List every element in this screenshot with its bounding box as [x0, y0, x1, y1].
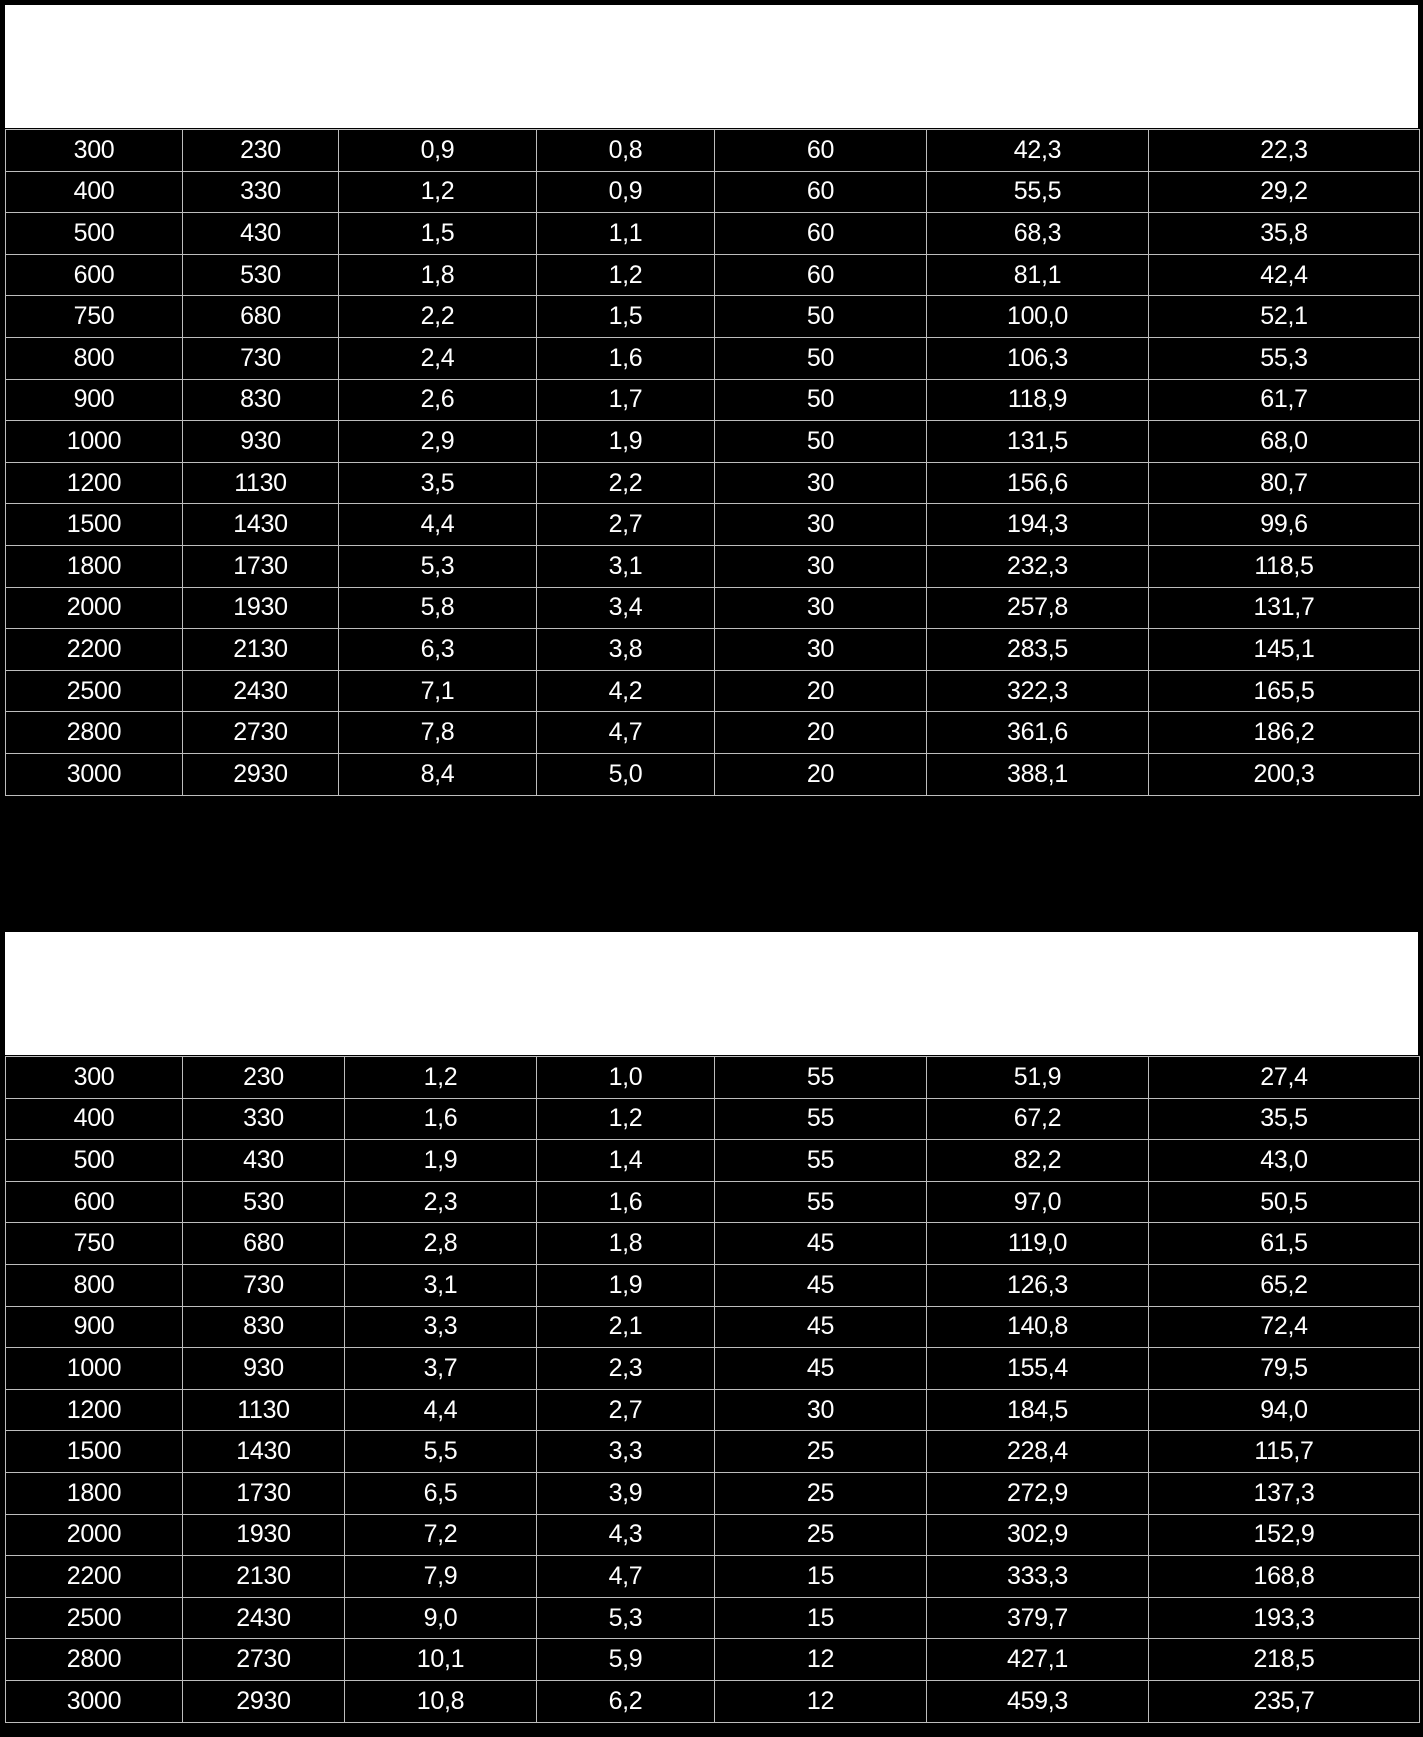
table-cell: 50: [715, 379, 927, 421]
table-cell: 61,5: [1149, 1223, 1420, 1265]
table-row: [6, 1431, 1420, 1473]
table-cell: 3,3: [537, 1431, 715, 1473]
table-row: [6, 1264, 1420, 1306]
table-row: [6, 504, 1420, 546]
table-cell: 1,1: [537, 213, 715, 255]
table-cell: 400: [6, 171, 183, 213]
table-cell: 2130: [183, 629, 339, 671]
table-cell: 1200: [6, 462, 183, 504]
table-cell: 1,0: [537, 1057, 715, 1099]
table-cell: 186,2: [1149, 712, 1420, 754]
table-cell: 3,3: [345, 1306, 537, 1348]
table-cell: 302,9: [927, 1514, 1149, 1556]
table-cell: 750: [6, 1223, 183, 1265]
table-cell: 322,3: [927, 670, 1149, 712]
table-cell: 830: [183, 1306, 345, 1348]
table-cell: 2,8: [345, 1223, 537, 1265]
table-cell: 55: [715, 1181, 927, 1223]
table-cell: 4,7: [537, 712, 715, 754]
table-cell: 94,0: [1149, 1389, 1420, 1431]
table-cell: 300: [6, 1057, 183, 1099]
table-cell: 235,7: [1149, 1680, 1420, 1722]
table-cell: 99,6: [1149, 504, 1420, 546]
table-cell: 79,5: [1149, 1348, 1420, 1390]
table-cell: 2430: [183, 1597, 345, 1639]
table-row: [6, 1348, 1420, 1390]
table-cell: 1,4: [537, 1140, 715, 1182]
table-cell: 680: [183, 1223, 345, 1265]
table-cell: 115,7: [1149, 1431, 1420, 1473]
table-cell: 1800: [6, 1472, 183, 1514]
table-cell: 50,5: [1149, 1181, 1420, 1223]
table-cell: 165,5: [1149, 670, 1420, 712]
table-cell: 5,5: [345, 1431, 537, 1473]
table-cell: 2430: [183, 670, 339, 712]
table-cell: 155,4: [927, 1348, 1149, 1390]
table-cell: 3,8: [537, 629, 715, 671]
table-cell: 2930: [183, 753, 339, 795]
table-cell: 0,8: [537, 130, 715, 172]
table-1-header-band: [5, 5, 1418, 128]
table-cell: 25: [715, 1431, 927, 1473]
table-cell: 131,5: [927, 421, 1149, 463]
table-cell: 45: [715, 1223, 927, 1265]
table-cell: 20: [715, 670, 927, 712]
table-cell: 1,9: [537, 1264, 715, 1306]
table-cell: 29,2: [1149, 171, 1420, 213]
table-cell: 30: [715, 1389, 927, 1431]
table-cell: 2500: [6, 670, 183, 712]
table-cell: 55,5: [927, 171, 1149, 213]
table-cell: 1000: [6, 421, 183, 463]
table-cell: 3,5: [339, 462, 537, 504]
table-row: [6, 545, 1420, 587]
table-row: [6, 171, 1420, 213]
table-row: [6, 1680, 1420, 1722]
table-row: [6, 753, 1420, 795]
table-cell: 1,9: [537, 421, 715, 463]
table-cell: 55,3: [1149, 337, 1420, 379]
table-cell: 830: [183, 379, 339, 421]
table-cell: 22,3: [1149, 130, 1420, 172]
table-cell: 6,2: [537, 1680, 715, 1722]
table-cell: 2,2: [339, 296, 537, 338]
table-cell: 2200: [6, 629, 183, 671]
table-cell: 30: [715, 462, 927, 504]
table-cell: 1000: [6, 1348, 183, 1390]
table-cell: 257,8: [927, 587, 1149, 629]
table-cell: 1430: [183, 1431, 345, 1473]
table-cell: 530: [183, 1181, 345, 1223]
table-cell: 3000: [6, 1680, 183, 1722]
table-cell: 1,5: [537, 296, 715, 338]
table-cell: 4,4: [345, 1389, 537, 1431]
table-cell: 20: [715, 753, 927, 795]
table-row: [6, 1223, 1420, 1265]
table-cell: 283,5: [927, 629, 1149, 671]
table-cell: 10,1: [345, 1639, 537, 1681]
table-cell: 5,3: [339, 545, 537, 587]
table-cell: 3,9: [537, 1472, 715, 1514]
table-cell: 600: [6, 1181, 183, 1223]
table-cell: 2730: [183, 1639, 345, 1681]
table-cell: 1800: [6, 545, 183, 587]
table-cell: 379,7: [927, 1597, 1149, 1639]
table-row: [6, 337, 1420, 379]
table-cell: 2130: [183, 1556, 345, 1598]
table-cell: 0,9: [537, 171, 715, 213]
table-row: [6, 712, 1420, 754]
table-cell: 118,5: [1149, 545, 1420, 587]
table-cell: 5,3: [537, 1597, 715, 1639]
table-cell: 35,5: [1149, 1098, 1420, 1140]
table-cell: 388,1: [927, 753, 1149, 795]
table-cell: 200,3: [1149, 753, 1420, 795]
table-cell: 228,4: [927, 1431, 1149, 1473]
table-cell: 1730: [183, 545, 339, 587]
data-table-2: [5, 1056, 1420, 1723]
table-cell: 930: [183, 1348, 345, 1390]
table-row: [6, 1556, 1420, 1598]
table-cell: 1,8: [537, 1223, 715, 1265]
table-cell: 1500: [6, 1431, 183, 1473]
table-cell: 2200: [6, 1556, 183, 1598]
table-cell: 218,5: [1149, 1639, 1420, 1681]
table-cell: 750: [6, 296, 183, 338]
table-cell: 35,8: [1149, 213, 1420, 255]
table-cell: 680: [183, 296, 339, 338]
table-cell: 194,3: [927, 504, 1149, 546]
table-cell: 361,6: [927, 712, 1149, 754]
table-cell: 4,2: [537, 670, 715, 712]
table-cell: 2000: [6, 587, 183, 629]
table-cell: 45: [715, 1348, 927, 1390]
table-cell: 97,0: [927, 1181, 1149, 1223]
table-cell: 230: [183, 1057, 345, 1099]
table-row: [6, 213, 1420, 255]
table-cell: 1,9: [345, 1140, 537, 1182]
table-cell: 930: [183, 421, 339, 463]
table-cell: 272,9: [927, 1472, 1149, 1514]
table-cell: 330: [183, 1098, 345, 1140]
data-table-1: [5, 129, 1420, 796]
table-cell: 7,2: [345, 1514, 537, 1556]
table-cell: 60: [715, 254, 927, 296]
table-cell: 4,7: [537, 1556, 715, 1598]
table-cell: 45: [715, 1306, 927, 1348]
table-row: [6, 1306, 1420, 1348]
table-row: [6, 1098, 1420, 1140]
table-cell: 81,1: [927, 254, 1149, 296]
table-cell: 530: [183, 254, 339, 296]
table-cell: 2930: [183, 1680, 345, 1722]
table-cell: 1,2: [345, 1057, 537, 1099]
table-cell: 42,4: [1149, 254, 1420, 296]
table-cell: 1,5: [339, 213, 537, 255]
table-cell: 15: [715, 1556, 927, 1598]
table-cell: 2,4: [339, 337, 537, 379]
table-cell: 1,6: [537, 337, 715, 379]
table-cell: 2,7: [537, 1389, 715, 1431]
table-cell: 72,4: [1149, 1306, 1420, 1348]
table-cell: 12: [715, 1639, 927, 1681]
table-cell: 3,7: [345, 1348, 537, 1390]
table-cell: 600: [6, 254, 183, 296]
table-cell: 2,6: [339, 379, 537, 421]
table-cell: 51,9: [927, 1057, 1149, 1099]
table-cell: 80,7: [1149, 462, 1420, 504]
table-cell: 106,3: [927, 337, 1149, 379]
table-cell: 50: [715, 296, 927, 338]
table-row: [6, 629, 1420, 671]
table-cell: 15: [715, 1597, 927, 1639]
table-cell: 800: [6, 337, 183, 379]
table-cell: 2,3: [345, 1181, 537, 1223]
table-row: [6, 1140, 1420, 1182]
table-row: [6, 254, 1420, 296]
table-cell: 1,2: [339, 171, 537, 213]
table-cell: 1,2: [537, 1098, 715, 1140]
table-row: [6, 1472, 1420, 1514]
table-cell: 2,3: [537, 1348, 715, 1390]
table-cell: 2500: [6, 1597, 183, 1639]
table-cell: 0,9: [339, 130, 537, 172]
table-cell: 55: [715, 1098, 927, 1140]
table-cell: 400: [6, 1098, 183, 1140]
table-cell: 1730: [183, 1472, 345, 1514]
table-row: [6, 587, 1420, 629]
table-cell: 25: [715, 1514, 927, 1556]
table-cell: 9,0: [345, 1597, 537, 1639]
table-row: [6, 379, 1420, 421]
table-cell: 1430: [183, 504, 339, 546]
table-cell: 60: [715, 171, 927, 213]
table-cell: 27,4: [1149, 1057, 1420, 1099]
table-cell: 118,9: [927, 379, 1149, 421]
table-cell: 800: [6, 1264, 183, 1306]
table-cell: 61,7: [1149, 379, 1420, 421]
table-cell: 2,9: [339, 421, 537, 463]
table-cell: 131,7: [1149, 587, 1420, 629]
table-cell: 12: [715, 1680, 927, 1722]
table-cell: 3,1: [345, 1264, 537, 1306]
table-cell: 430: [183, 213, 339, 255]
table-cell: 68,3: [927, 213, 1149, 255]
table-cell: 500: [6, 1140, 183, 1182]
table-cell: 45: [715, 1264, 927, 1306]
table-cell: 1,6: [345, 1098, 537, 1140]
table-cell: 145,1: [1149, 629, 1420, 671]
table-cell: 6,3: [339, 629, 537, 671]
table-cell: 30: [715, 629, 927, 671]
table-cell: 1,7: [537, 379, 715, 421]
table-cell: 65,2: [1149, 1264, 1420, 1306]
table-cell: 140,8: [927, 1306, 1149, 1348]
table-cell: 50: [715, 421, 927, 463]
table-cell: 30: [715, 587, 927, 629]
table-row: [6, 130, 1420, 172]
table-cell: 2800: [6, 712, 183, 754]
table-cell: 730: [183, 337, 339, 379]
table-cell: 4,4: [339, 504, 537, 546]
table-cell: 1130: [183, 462, 339, 504]
table-cell: 2800: [6, 1639, 183, 1681]
table-cell: 52,1: [1149, 296, 1420, 338]
table-cell: 7,1: [339, 670, 537, 712]
table-cell: 900: [6, 379, 183, 421]
table-cell: 43,0: [1149, 1140, 1420, 1182]
table-cell: 50: [715, 337, 927, 379]
table-cell: 6,5: [345, 1472, 537, 1514]
table-cell: 119,0: [927, 1223, 1149, 1265]
table-cell: 4,3: [537, 1514, 715, 1556]
table-cell: 126,3: [927, 1264, 1149, 1306]
table-cell: 730: [183, 1264, 345, 1306]
table-cell: 459,3: [927, 1680, 1149, 1722]
table-row: [6, 1639, 1420, 1681]
table-row: [6, 1057, 1420, 1099]
table-cell: 430: [183, 1140, 345, 1182]
table-row: [6, 296, 1420, 338]
table-2-header-band: [5, 932, 1418, 1055]
table-cell: 2,1: [537, 1306, 715, 1348]
table-cell: 68,0: [1149, 421, 1420, 463]
table-cell: 152,9: [1149, 1514, 1420, 1556]
table-cell: 2730: [183, 712, 339, 754]
table-cell: 230: [183, 130, 339, 172]
table-cell: 232,3: [927, 545, 1149, 587]
table-row: [6, 421, 1420, 463]
table-cell: 3,1: [537, 545, 715, 587]
table-cell: 427,1: [927, 1639, 1149, 1681]
table-cell: 168,8: [1149, 1556, 1420, 1598]
table-cell: 1,8: [339, 254, 537, 296]
table-cell: 1130: [183, 1389, 345, 1431]
table-cell: 1,6: [537, 1181, 715, 1223]
table-row: [6, 1389, 1420, 1431]
table-cell: 137,3: [1149, 1472, 1420, 1514]
table-cell: 2,2: [537, 462, 715, 504]
table-cell: 60: [715, 130, 927, 172]
table-cell: 100,0: [927, 296, 1149, 338]
table-cell: 2000: [6, 1514, 183, 1556]
table-cell: 82,2: [927, 1140, 1149, 1182]
table-cell: 55: [715, 1140, 927, 1182]
table-cell: 193,3: [1149, 1597, 1420, 1639]
table-cell: 1200: [6, 1389, 183, 1431]
table-cell: 184,5: [927, 1389, 1149, 1431]
table-row: [6, 670, 1420, 712]
table-cell: 3,4: [537, 587, 715, 629]
table-cell: 42,3: [927, 130, 1149, 172]
table-cell: 25: [715, 1472, 927, 1514]
table-1-body: [6, 130, 1420, 796]
table-cell: 330: [183, 171, 339, 213]
table-cell: 3000: [6, 753, 183, 795]
table-row: [6, 1514, 1420, 1556]
table-cell: 300: [6, 130, 183, 172]
table-cell: 7,8: [339, 712, 537, 754]
table-cell: 20: [715, 712, 927, 754]
table-row: [6, 1597, 1420, 1639]
table-cell: 1500: [6, 504, 183, 546]
table-cell: 67,2: [927, 1098, 1149, 1140]
table-cell: 5,8: [339, 587, 537, 629]
table-cell: 156,6: [927, 462, 1149, 504]
table-cell: 1930: [183, 587, 339, 629]
table-cell: 7,9: [345, 1556, 537, 1598]
table-cell: 30: [715, 504, 927, 546]
table-row: [6, 462, 1420, 504]
table-cell: 900: [6, 1306, 183, 1348]
table-cell: 60: [715, 213, 927, 255]
table-cell: 2,7: [537, 504, 715, 546]
table-cell: 55: [715, 1057, 927, 1099]
table-cell: 30: [715, 545, 927, 587]
table-2-body: [6, 1057, 1420, 1723]
table-cell: 333,3: [927, 1556, 1149, 1598]
table-cell: 1930: [183, 1514, 345, 1556]
table-cell: 10,8: [345, 1680, 537, 1722]
table-cell: 5,9: [537, 1639, 715, 1681]
table-row: [6, 1181, 1420, 1223]
table-cell: 8,4: [339, 753, 537, 795]
table-cell: 5,0: [537, 753, 715, 795]
table-cell: 500: [6, 213, 183, 255]
table-cell: 1,2: [537, 254, 715, 296]
